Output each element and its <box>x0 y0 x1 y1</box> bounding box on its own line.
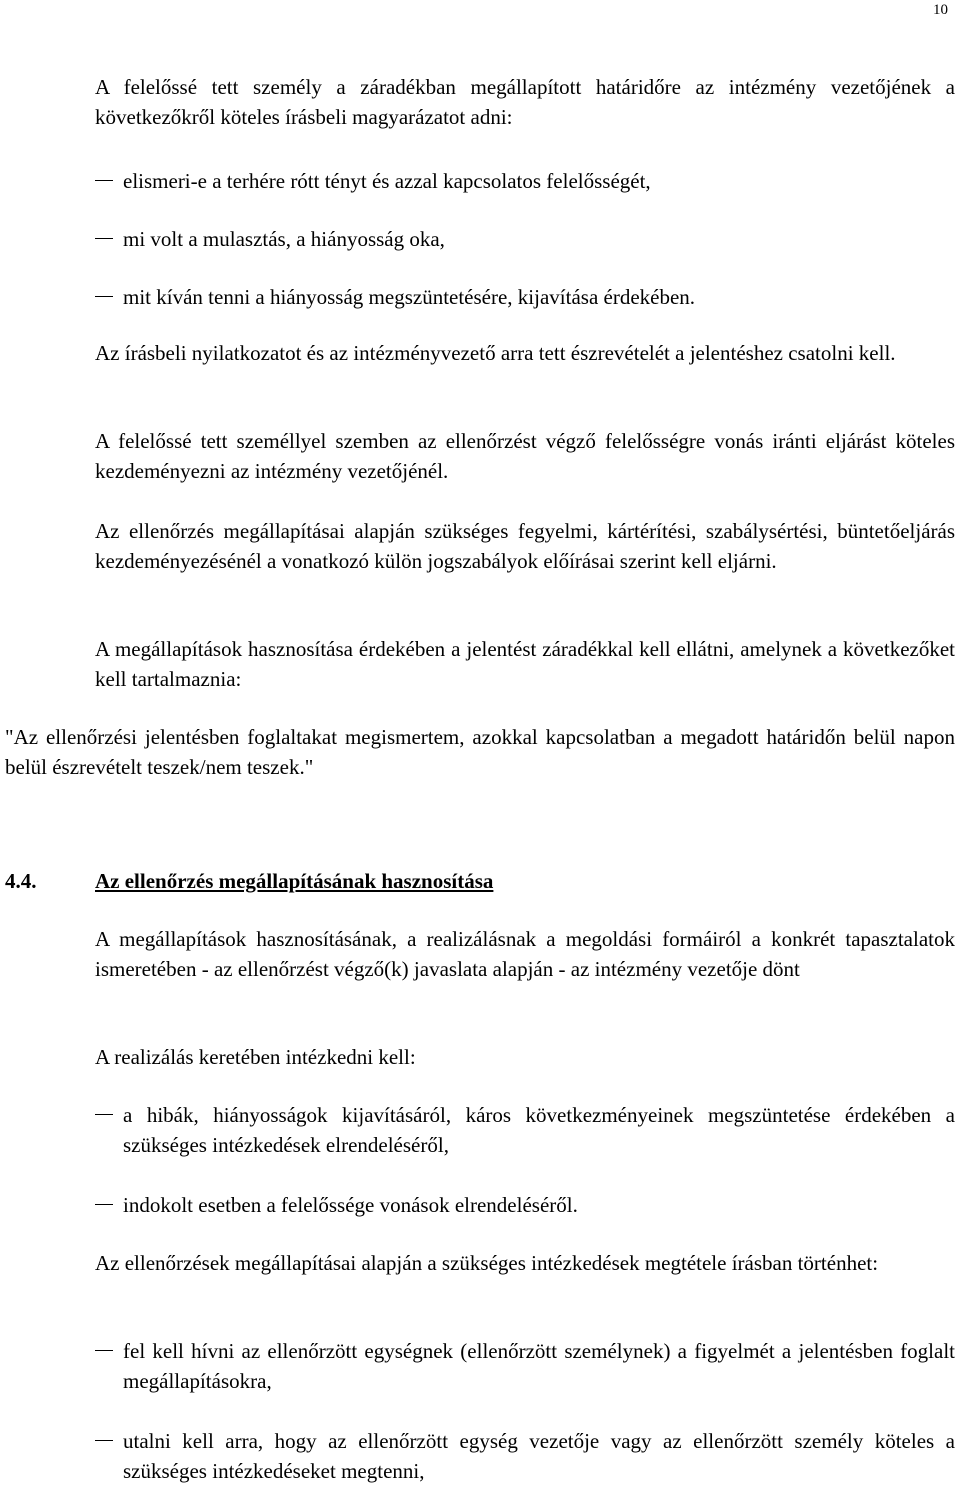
list-item-text: mi volt a mulasztás, a hiányosság oka, <box>123 227 445 251</box>
list-item-text: elismeri-e a terhére rótt tényt és azzal kapcsolatos felelősségét, <box>123 169 651 193</box>
list-item-text: utalni kell arra, hogy az ellenőrzött egység vezetője vagy az ellenőrzött személy köteles a szükséges intézkedéseket megtenni, <box>123 1429 955 1483</box>
paragraph: A felelőssé tett személlyel szemben az ellenőrzést végző felelősségre vonás iránti eljárást köteles kezdeményezni az intézmény vezetőjénél. <box>95 429 955 483</box>
dash-bullet-icon <box>95 238 113 239</box>
list-item-text: fel kell hívni az ellenőrzött egységnek (ellenőrzött személynek) a figyelmét a jelentésben foglalt megállapításokra, <box>123 1339 955 1393</box>
dash-bullet-icon <box>95 180 113 181</box>
list-item-text: indokolt esetben a felelőssége vonások elrendeléséről. <box>123 1193 578 1217</box>
clause-quote: "Az ellenőrzési jelentésben foglaltakat megismertem, azokkal kapcsolatban a megadott határidőn belül napon belül észrevételt teszek/nem teszek." <box>5 725 955 779</box>
paragraph: A megállapítások hasznosítása érdekében a jelentést záradékkal kell ellátni, amelynek a következőket kell tartalmaznia: <box>95 637 955 691</box>
dash-bullet-icon <box>95 1114 113 1115</box>
intro-paragraph: A felelőssé tett személy a záradékban megállapított határidőre az intézmény vezetőjének a következőkről köteles írásbeli magyarázatot adni: <box>95 75 955 129</box>
paragraph: A realizálás keretében intézkedni kell: <box>95 1045 416 1069</box>
dash-bullet-icon <box>95 1350 113 1351</box>
paragraph: Az írásbeli nyilatkozatot és az intézményvezető arra tett észrevételét a jelentéshez csatolni kell. <box>95 341 896 365</box>
page-number: 10 <box>933 2 948 18</box>
list-item-text: mit kíván tenni a hiányosság megszüntetésére, kijavítása érdekében. <box>123 285 696 309</box>
paragraph: Az ellenőrzések megállapításai alapján a szükséges intézkedések megtétele írásban történhet: <box>95 1251 879 1275</box>
list-item-text: a hibák, hiányosságok kijavításáról, káros következményeinek megszüntetése érdekében a szükséges intézkedések elrendeléséről, <box>123 1103 955 1157</box>
dash-bullet-icon <box>95 296 113 297</box>
paragraph: A megállapítások hasznosításának, a realizálásnak a megoldási formáiról a konkrét tapasztalatok ismeretében - az ellenőrzést végző(k) javaslata alapján - az intézmény vezetője dönt <box>95 927 955 981</box>
paragraph: Az ellenőrzés megállapításai alapján szükséges fegyelmi, kártérítési, szabálysértési, büntetőeljárás kezdeményezésénél a vonatkozó külön jogszabályok előírásai szerint kell eljárni. <box>95 519 955 573</box>
dash-bullet-icon <box>95 1204 113 1205</box>
section-number: 4.4. <box>5 869 37 893</box>
section-title: Az ellenőrzés megállapításának hasznosítása <box>95 869 494 893</box>
dash-bullet-icon <box>95 1440 113 1441</box>
